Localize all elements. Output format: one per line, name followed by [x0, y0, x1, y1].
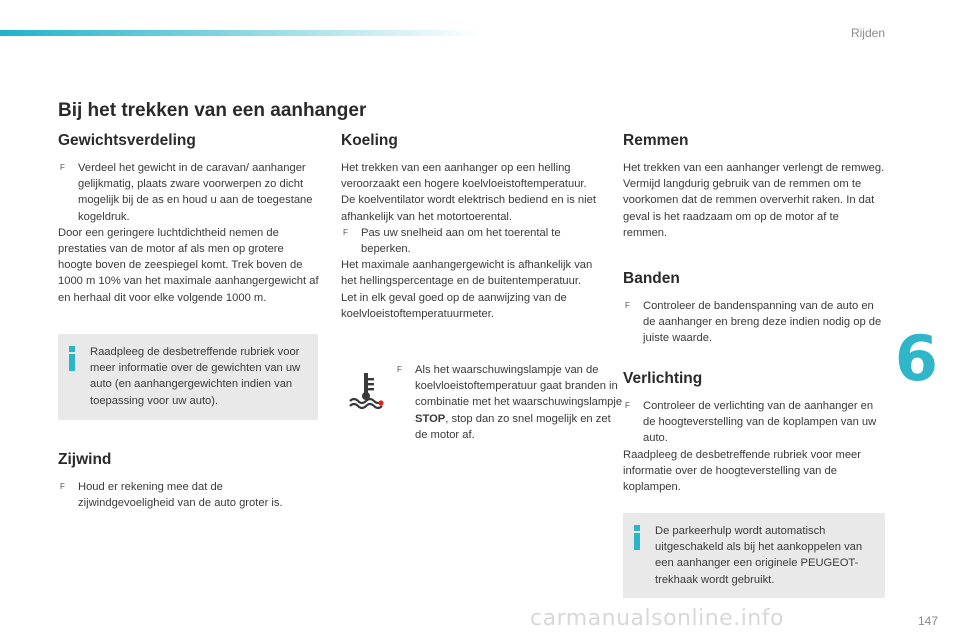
text-koeling-3: Het maximale aanhangergewicht is afhankelijk van het hellingspercentage en de buitentemperatuur. [341, 259, 593, 288]
heading-banden: Banden [623, 270, 680, 287]
text-remmen-2: Vermijd langdurig gebruik van de remmen om te voorkomen dat de remmen oververhit raken. In dat geval is het raadzaam om op de motor af te remmen. [623, 178, 875, 239]
text-gewichtsverdeling: Door een geringere luchtdichtheid nemen de prestaties van de motor af als men op grotere hoogte boven de zeespiegel komt. Trek boven de 1000 m 10% van het maximale aanhangergewicht af en herhaal dit voor elke volgende 1000 m. [58, 226, 319, 304]
bullet-zijwind: F Houd er rekening mee dat de zijwindgevoeligheid van de auto groter is. [60, 481, 283, 510]
stop-label: STOP [415, 412, 446, 425]
text-verlichting: Raadpleeg de desbetreffende rubriek voor meer informatie over de hoogteverstelling van de koplampen. [623, 448, 861, 494]
bullet-marker: F [60, 163, 65, 172]
bullet-marker: F [60, 482, 65, 491]
section-zijwind [58, 451, 320, 511]
info-box-parkeerhulp: De parkeerhulp wordt automatisch uitgeschakeld als bij het aankoppelen van een aanhanger een originele PEUGEOT-trekhaak wordt gebruikt. [623, 513, 885, 598]
info-icon [68, 346, 77, 372]
bullet-marker: F [625, 401, 630, 410]
info-box-gewichten: Raadpleeg de desbetreffende rubriek voor meer informatie over de gewichten van uw auto (en aanhangergewichten indien van toepassing voor uw auto). [58, 334, 318, 420]
text-koeling-2: De koelventilator wordt elektrisch bediend en is niet afhankelijk van het motortoerental. [341, 194, 596, 223]
chapter-number: 6 [894, 322, 938, 395]
bullet-verlichting: F Controleer de verlichting van de aanhanger en de hoogteverstelling van de koplampen van uw auto. [625, 400, 877, 445]
heading-gewichtsverdeling: Gewichtsverdeling [58, 132, 196, 149]
info-icon [633, 525, 642, 551]
heading-remmen: Remmen [623, 132, 689, 149]
column-left [58, 132, 320, 306]
bullet-marker: F [397, 365, 402, 374]
heading-koeling: Koeling [341, 132, 398, 149]
column-middle [341, 132, 603, 322]
heading-zijwind: Zijwind [58, 451, 112, 468]
coolant-temperature-warning-icon [346, 370, 386, 410]
text-koeling-1: Het trekken van een aanhanger op een helling veroorzaakt een hogere koelvloeistoftemperatuur. [341, 162, 587, 191]
bullet-coolant-warning: F Als het waarschuwingslampje van de koelvloeistoftemperatuur gaat branden in combinatie met het waarschuwingslampje STOP, stop dan zo snel mogelijk en zet de motor af. [397, 364, 623, 441]
section-verlichting [623, 370, 885, 495]
heading-verlichting: Verlichting [623, 370, 703, 387]
bullet-marker: F [343, 227, 348, 237]
page-number: 147 [917, 614, 938, 628]
bullet-koeling: F Pas uw snelheid aan om het toerental te beperken. [343, 226, 561, 256]
bullet-gewichtsverdeling: F Verdeel het gewicht in de caravan/ aanhanger gelijkmatig, plaats zware voorwerpen zo dicht mogelijk bij de as en houd u aan de toegestane kogeldruk. [60, 162, 313, 223]
section-label: Rijden [850, 26, 885, 40]
bullet-marker: F [625, 301, 630, 310]
page-title: Bij het trekken van een aanhanger [58, 100, 367, 121]
bullet-banden: F Controleer de bandenspanning van de auto en de aanhanger en breng deze indien nodig op de juiste waarde. [625, 300, 882, 345]
section-banden [623, 270, 885, 347]
coolant-warning-box [341, 362, 623, 462]
watermark: carmanualsonline.info [530, 606, 784, 631]
text-koeling-4: Let in elk geval goed op de aanwijzing van de koelvloeistoftemperatuurmeter. [341, 291, 567, 320]
text-remmen-1: Het trekken van een aanhanger verlengt de remweg. [623, 162, 885, 174]
section-remmen [623, 132, 885, 241]
header-accent-bar [0, 30, 480, 36]
